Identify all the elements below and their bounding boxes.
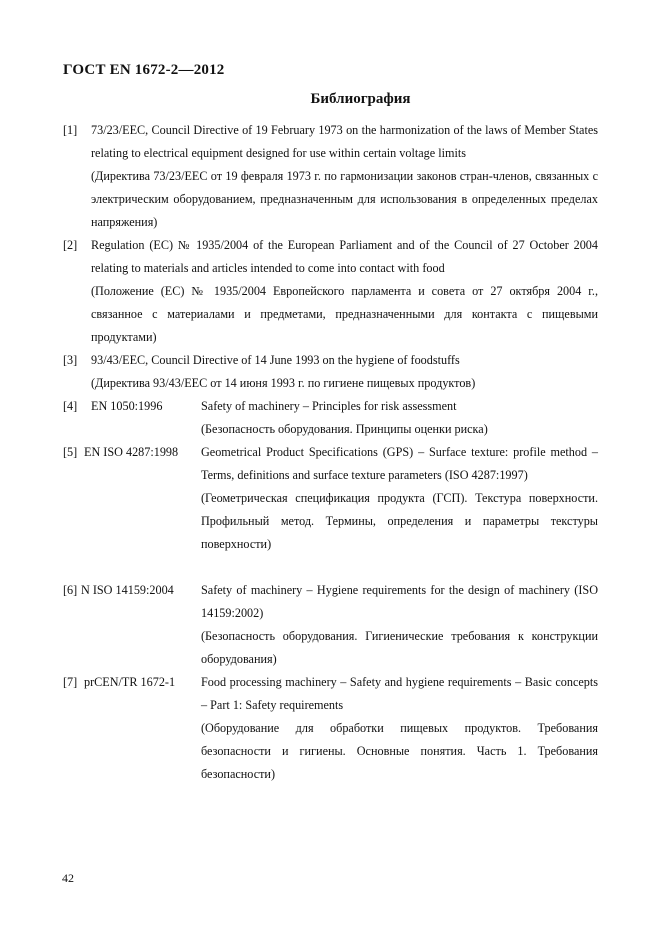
entry-number: [6]: [63, 583, 78, 597]
entry-english: 73/23/EEC, Council Directive of 19 February 1973 on the harmonization of the laws of Member States relating to electrical equipment designed for use within certain voltage limits: [91, 123, 598, 160]
entry-english: Safety of machinery – Hygiene requirements for the design of machinery (ISO 14159:2002): [201, 583, 598, 620]
page-title: Библиография: [310, 91, 411, 107]
entry-english: Safety of machinery – Principles for risk assessment: [201, 399, 457, 413]
entry-code: EN ISO 4287:1998: [84, 445, 179, 459]
entry-english: Food processing machinery – Safety and hygiene requirements – Basic concepts – Part 1: Safety requirements: [201, 675, 598, 712]
entry-code: EN 1050:1996: [91, 399, 163, 413]
entry-text: [91, 119, 598, 234]
entry-english: Geometrical Product Specifications (GPS) – Surface texture: profile method – Terms, definitions and surface texture parameters (ISO 4287:1997): [201, 445, 598, 482]
entry-english: 93/43/EEC, Council Directive of 14 June 1993 on the hygiene of foodstuffs: [91, 353, 460, 367]
entry-number: [1]: [63, 123, 78, 137]
entry-english: Regulation (EC) № 1935/2004 of the European Parliament and of the Council of 27 October 2004 relating to materials and articles intended to come into contact with food: [91, 238, 598, 275]
entry-russian: (Положение (ЕС) № 1935/2004 Европейского парламента и совета от 27 октября 2004 г., связанное с материалами и предметами, предназначенными для контакта с пищевыми продуктами): [91, 284, 598, 344]
entry-code: N ISO 14159:2004: [81, 583, 174, 597]
entry-russian: (Директива 73/23/EEC от 19 февраля 1973 г. по гармонизации законов стран-членов, связанных с электрическим оборудованием, предназначенным для использования в определенных пределах напряжения): [91, 169, 598, 229]
standard-header: ГОСТ EN 1672-2—2012: [63, 62, 225, 78]
entry-russian: (Директива 93/43/EEC от 14 июня 1993 г. по гигиене пищевых продуктов): [91, 376, 476, 390]
entry-russian: (Геометрическая спецификация продукта (ГСП). Текстура поверхности. Профильный метод. Термины, определения и параметры текстуры поверхности): [201, 491, 598, 551]
entry-text: [201, 579, 598, 671]
entry-code: prCEN/TR 1672-1: [84, 675, 176, 689]
entry-number: [3]: [63, 353, 78, 367]
entry-number: [2]: [63, 238, 78, 252]
entry-russian: (Безопасность оборудования. Принципы оценки риска): [201, 422, 488, 436]
entry-number: [4]: [63, 399, 78, 413]
entry-russian: (Безопасность оборудования. Гигиенические требования к конструкции оборудования): [201, 629, 598, 666]
entry-text: [201, 395, 598, 441]
entry-text: [201, 671, 598, 786]
entry-text: [91, 349, 598, 395]
entry-number: [5]: [63, 445, 78, 459]
page-number: 42: [62, 871, 74, 885]
entry-text: [201, 441, 598, 556]
entry-text: [91, 234, 598, 349]
entry-number: [7]: [63, 675, 78, 689]
entry-russian: (Оборудование для обработки пищевых продуктов. Требования безопасности и гигиены. Основные понятия. Часть 1. Требования безопасности): [201, 721, 598, 781]
